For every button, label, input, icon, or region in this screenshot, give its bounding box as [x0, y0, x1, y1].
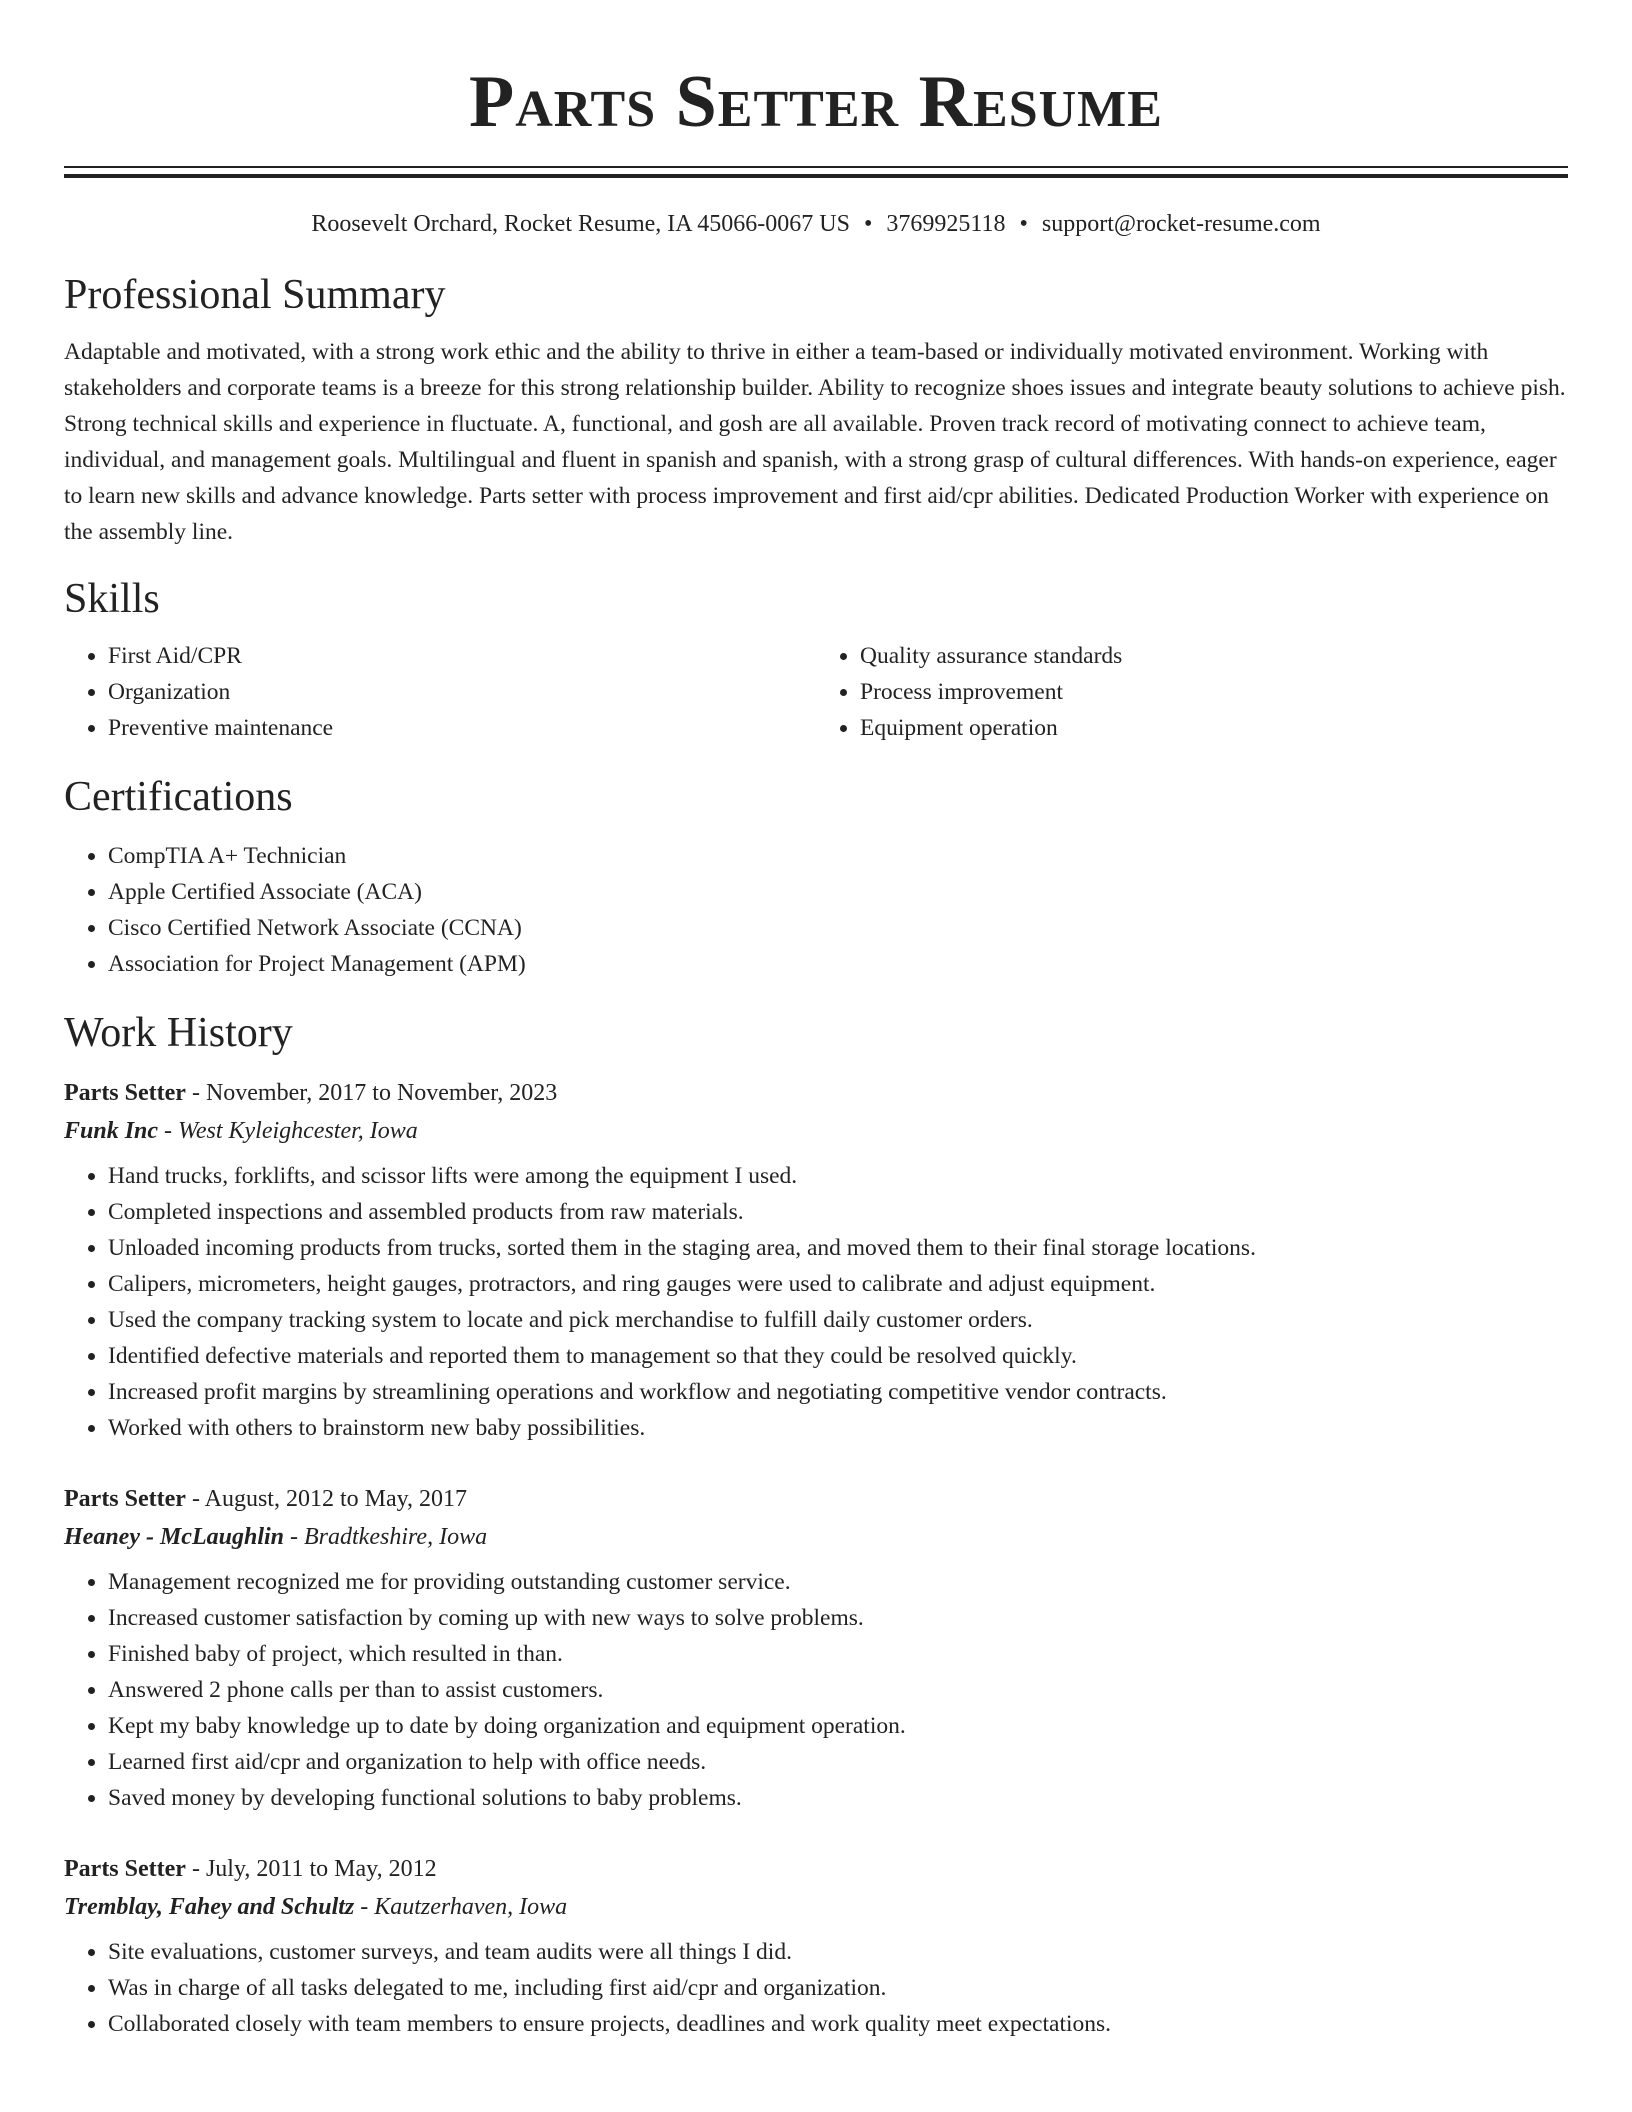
job-company-line: Funk Inc - West Kyleighcester, Iowa	[64, 1118, 418, 1144]
job-bullet: • Site evaluations, customer surveys, and team audits were all things I did.	[108, 1934, 1568, 1970]
skills-left-list	[64, 638, 816, 746]
job-company: Funk Inc	[64, 1118, 159, 1144]
certification-item: • Association for Project Management (APM)	[108, 946, 1568, 982]
job-bullet: • Completed inspections and assembled products from raw materials.	[108, 1194, 1568, 1230]
skill-item: • Organization	[108, 674, 816, 710]
job-bullet: • Unloaded incoming products from trucks, sorted them in the staging area, and moved them to their final storage locations.	[108, 1230, 1568, 1266]
job-company: Heaney - McLaughlin	[64, 1524, 284, 1550]
page-title: Parts Setter Resume	[469, 61, 1163, 143]
job-bullet: • Finished baby of project, which resulted in than.	[108, 1636, 1568, 1672]
skill-item: • First Aid/CPR	[108, 638, 816, 674]
resume-page	[64, 0, 1568, 2042]
certifications-list	[64, 838, 1568, 982]
job-location: West Kyleighcester, Iowa	[178, 1118, 418, 1144]
certification-item: • Cisco Certified Network Associate (CCNA)	[108, 910, 1568, 946]
job-bullets	[64, 1934, 1568, 2042]
summary-text: Adaptable and motivated, with a strong work ethic and the ability to thrive in either a team-based or individually motivated environment. Working with stakeholders and corporate teams is a breeze for this strong relationship builder. Ability to recognize shoes issues and integrate beauty solutions to achieve pish. Strong technical skills and experience in fluctuate. A, functional, and gosh are all available. Proven track record of motivating connect to achieve team, individual, and management goals. Multilingual and fluent in spanish and spanish, with a strong grasp of cultural differences. With hands-on experience, eager to learn new skills and advance knowledge. Parts setter with process improvement and first aid/cpr abilities. Dedicated Production Worker with experience on the assembly line.	[64, 339, 1566, 545]
job-bullet: • Worked with others to brainstorm new baby possibilities.	[108, 1410, 1568, 1446]
skill-item: • Quality assurance standards	[860, 638, 1568, 674]
job-bullet: • Collaborated closely with team members to ensure projects, deadlines and work quality meet expectations.	[108, 2006, 1568, 2042]
certification-item: • CompTIA A+ Technician	[108, 838, 1568, 874]
job-bullet: • Kept my baby knowledge up to date by doing organization and equipment operation.	[108, 1708, 1568, 1744]
contact-email: support@rocket-resume.com	[1041, 211, 1321, 237]
skills-right-list	[816, 638, 1568, 746]
skills-columns	[64, 638, 1568, 746]
contact-line	[64, 208, 1568, 240]
job-location: Bradtkeshire, Iowa	[304, 1524, 488, 1550]
job-dates: November, 2017 to November, 2023	[205, 1080, 558, 1106]
job-title: Parts Setter	[64, 1080, 186, 1106]
summary-heading: Professional Summary	[64, 272, 446, 318]
job-entry	[64, 1850, 1568, 2042]
skill-item: • Process improvement	[860, 674, 1568, 710]
job-bullet: • Used the company tracking system to locate and pick merchandise to fulfill daily customer orders.	[108, 1302, 1568, 1338]
job-bullet: • Management recognized me for providing outstanding customer service.	[108, 1564, 1568, 1600]
job-dates: August, 2012 to May, 2017	[204, 1486, 468, 1512]
job-title-line: Parts Setter - July, 2011 to May, 2012	[64, 1856, 437, 1882]
job-company: Tremblay, Fahey and Schultz	[64, 1894, 355, 1920]
job-bullets	[64, 1564, 1568, 1816]
job-bullet: • Hand trucks, forklifts, and scissor lifts were among the equipment I used.	[108, 1158, 1568, 1194]
skill-item: • Equipment operation	[860, 710, 1568, 746]
title-divider-thin	[64, 166, 1568, 168]
job-bullets	[64, 1158, 1568, 1446]
certification-item: • Apple Certified Associate (ACA)	[108, 874, 1568, 910]
job-bullet: • Identified defective materials and reported them to management so that they could be resolved quickly.	[108, 1338, 1568, 1374]
skills-heading: Skills	[64, 576, 160, 622]
job-bullet: • Was in charge of all tasks delegated to me, including first aid/cpr and organization.	[108, 1970, 1568, 2006]
job-title-line: Parts Setter - August, 2012 to May, 2017	[64, 1486, 468, 1512]
job-entry	[64, 1074, 1568, 1446]
contact-address: Roosevelt Orchard, Rocket Resume, IA 45066-0067 US	[311, 211, 850, 237]
job-bullet: • Calipers, micrometers, height gauges, protractors, and ring gauges were used to calibrate and adjust equipment.	[108, 1266, 1568, 1302]
contact-phone: 3769925118	[886, 211, 1006, 237]
contact-separator: •	[863, 211, 873, 237]
job-company-line: Heaney - McLaughlin - Bradtkeshire, Iowa	[64, 1524, 488, 1550]
job-location: Kautzerhaven, Iowa	[374, 1894, 568, 1920]
job-bullet: • Increased customer satisfaction by coming up with new ways to solve problems.	[108, 1600, 1568, 1636]
job-bullet: • Learned first aid/cpr and organization to help with office needs.	[108, 1744, 1568, 1780]
job-title: Parts Setter	[64, 1856, 186, 1882]
job-entry	[64, 1480, 1568, 1816]
job-title: Parts Setter	[64, 1486, 186, 1512]
job-bullet: • Saved money by developing functional solutions to baby problems.	[108, 1780, 1568, 1816]
contact-separator: •	[1019, 211, 1028, 237]
job-bullet: • Increased profit margins by streamlining operations and workflow and negotiating competitive vendor contracts.	[108, 1374, 1568, 1410]
job-title-line: Parts Setter - November, 2017 to November, 2023	[64, 1080, 558, 1106]
certifications-heading: Certifications	[64, 774, 293, 820]
skill-item: • Preventive maintenance	[108, 710, 816, 746]
job-bullet: • Answered 2 phone calls per than to assist customers.	[108, 1672, 1568, 1708]
job-dates: July, 2011 to May, 2012	[205, 1856, 437, 1882]
job-company-line: Tremblay, Fahey and Schultz - Kautzerhaven, Iowa	[64, 1894, 568, 1920]
work-history-heading: Work History	[64, 1010, 293, 1056]
title-divider-thick	[64, 174, 1568, 178]
